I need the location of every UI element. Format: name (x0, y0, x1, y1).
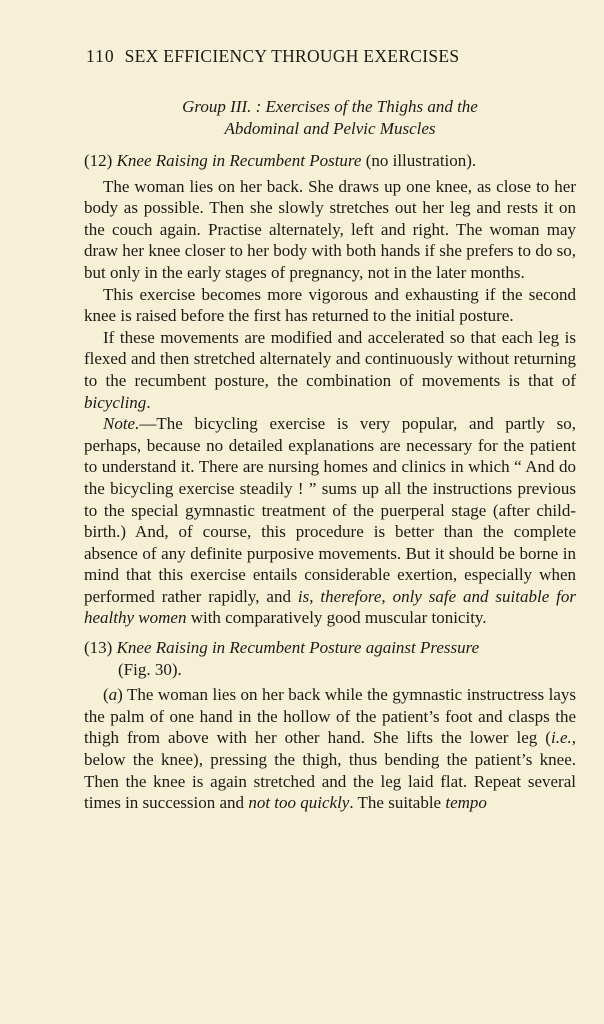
paragraph-a-text-2: , below the knee), pressing the thigh, thus bending the patient’s knee. Then the knee is again stretched and the leg laid flat. Repeat several times in succession and (84, 728, 576, 813)
note-label: Note. (103, 414, 140, 434)
body-text (84, 150, 576, 814)
exercise-13-paragraph-a: (a) The woman lies on her back while the gymnastic instructress lays the palm of one hand in the hollow of the patient’s foot and clasps the thigh from above with her other hand. She lifts the lower leg (i.e., below the knee), pressing the thigh, thus bending the patient’s knee. Then the knee is again stretched and the leg laid flat. Repeat several times in succession and not too quickly. The suitable tempo (84, 685, 576, 813)
exercise-12-paragraph-2: This exercise becomes more vigorous and exhausting if the second knee is raised before the first has returned to the initial posture. (84, 284, 576, 326)
paragraph-a-text-1: The woman lies on her back while the gymnastic instructress lays the palm of one hand in the hollow of the patient’s foot and clasps the thigh from above with her other hand. She lifts the lower leg ( (84, 685, 576, 748)
group-heading-line-2: Abdominal and Pelvic Muscles (224, 119, 436, 138)
exercise-12-heading (84, 150, 576, 172)
group-heading (86, 96, 574, 140)
ie-abbrev: i.e. (550, 728, 572, 748)
page-number: 110 (86, 46, 115, 66)
exercise-13-heading (84, 637, 576, 680)
paragraph-3-text: If these movements are modified and accelerated so that each leg is flexed and then stretched alternately and continuously without returning to the recumbent posture, the combination of movements is that of (84, 327, 576, 390)
exercise-12-note: (no illustration). (365, 151, 477, 170)
exercise-12-paragraph-1: The woman lies on her back. She draws up one knee, as close to her body as possible. Then she slowly stretches out her leg and rests it on the couch again. Practise alternately, left and right. The woman may draw her knee closer to her body with both hands if she prefers to do so, but only in the early stages of pregnancy, not in the later months. (84, 176, 576, 282)
paragraph-3-end: . (146, 392, 151, 412)
exercise-12-number: (12) (84, 151, 113, 170)
running-head-title: SEX EFFICIENCY THROUGH EXERCISES (124, 46, 460, 66)
exercise-13-fig-ref: (Fig. 30). (118, 659, 182, 679)
running-head (86, 46, 546, 67)
note-emphasis: is, therefore, only safe and suitable for healthy women (84, 586, 577, 628)
group-heading-line-1: Group III. : Exercises of the Thighs and the (182, 97, 478, 116)
note-paragraph (84, 413, 576, 629)
exercise-12-title: Knee Raising in Recumbent Posture (116, 151, 362, 170)
note-end: with comparatively good muscular tonicity. (190, 608, 487, 628)
tempo-term: tempo (445, 793, 487, 813)
note-text: —The bicycling exercise is very popular, and partly so, perhaps, because no detailed explanations are necessary for the patient to understand it. There are nursing homes and clinics in which “ And do the bicycling exercise steadily ! ” sums up all the instructions previous to the special gymnastic treatment of the puerperal stage (after child-birth.) And, of course, this procedure is better than the complete absence of any definite purposive movements. But it should be borne in mind that this exercise entails considerable exertion, especially when performed rather rapidly, and (84, 414, 576, 606)
paragraph-a-text-3: . The suitable (349, 793, 442, 813)
bicycling-term: bicycling (84, 392, 147, 412)
exercise-13-number: (13) (84, 638, 113, 658)
exercise-13-title: Knee Raising in Recumbent Posture against Pressure (116, 638, 480, 658)
not-too-quickly: not too quickly (248, 793, 350, 813)
label-a: a (108, 685, 118, 705)
exercise-12-paragraph-3 (84, 327, 576, 413)
